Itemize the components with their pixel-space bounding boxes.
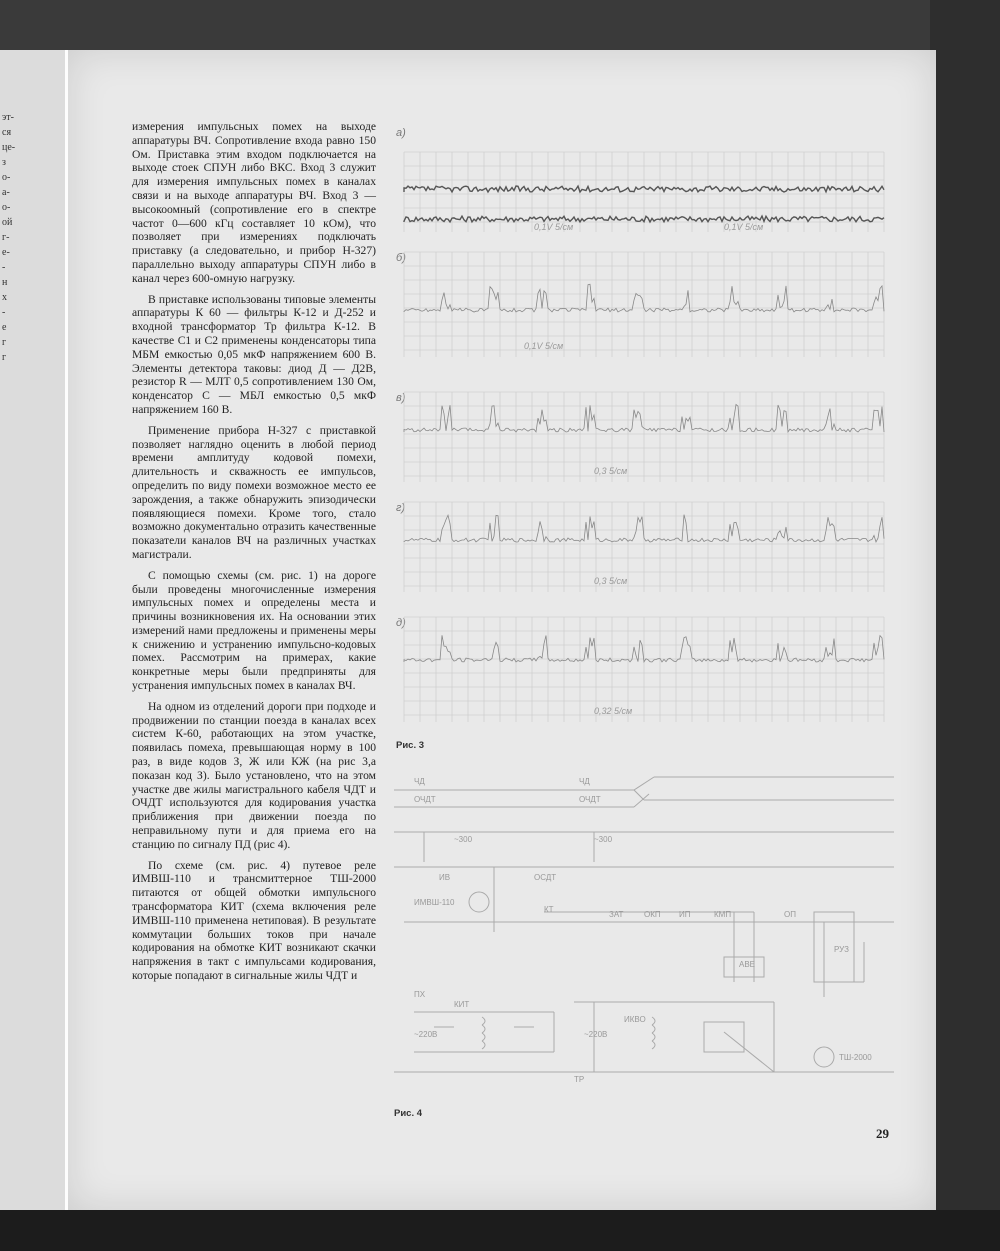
panel-label: б) <box>396 252 406 264</box>
oscillogram-panel <box>396 392 884 482</box>
schematic-label: ЧД <box>414 777 425 786</box>
transformer-coil <box>652 1017 655 1025</box>
scan-right-border <box>930 0 1000 1251</box>
margin-fragment: г <box>2 337 7 348</box>
panel-label: д) <box>396 617 406 629</box>
margin-fragment: е- <box>2 247 10 258</box>
schematic-label: ~300 <box>454 835 473 844</box>
scan-bottom-border <box>0 1210 1000 1251</box>
transformer-coil <box>482 1017 485 1025</box>
schematic-label: КТ <box>544 905 554 914</box>
scale-label: 0,3 5/см <box>594 576 628 586</box>
panel-label: в) <box>396 392 406 404</box>
paragraph: Применение прибора Н-327 с приставкой позволяет наглядно оценить в любой период времени амплитуду кодовой помехи, длительность и скважность ее импульсов, определить по виду помехи возможное место ее зарождения, а также обнаружить эпизодически появляющиеся помехи. Кроме того, стало возможно документально отразить качественные показатели каналов ВЧ на различных участках магистрали. <box>132 423 376 561</box>
schematic-label: ОЧДТ <box>414 795 436 804</box>
paragraph: По схеме (см. рис. 4) путевое реле ИМВШ-110 и трансмиттерное ТШ-2000 питаются от общей обмотки импульсного трансформатора КИТ (схема включения реле ИМВШ-110 применена нетиповая). В результате коммутации больших токов при начале кодирования на обмотке КИТ возникают скачки напряжения в такт с импульсами кодирования, которые попадают в сигнальные жилы ЧДТ и <box>132 858 376 983</box>
schematic-label: ЗАТ <box>609 910 624 919</box>
schematic-label: ТШ-2000 <box>839 1053 872 1062</box>
schematic-label: КИТ <box>454 1000 470 1009</box>
schematic-label: ИКВО <box>624 1015 646 1024</box>
transformer-coil <box>652 1041 655 1049</box>
relay-symbol <box>469 892 489 912</box>
scale-label: 0,1V 5/см <box>524 341 564 351</box>
margin-fragment: ся <box>2 127 12 138</box>
margin-fragment: о- <box>2 202 11 213</box>
figure-3-caption: Рис. 3 <box>396 740 425 751</box>
schematic-label: ИП <box>679 910 691 919</box>
scale-label: 0,1V 5/см <box>534 222 574 232</box>
oscillogram-panel <box>396 252 884 357</box>
transformer-coil <box>482 1033 485 1041</box>
schematic-label: ОКП <box>644 910 661 919</box>
transmitter-symbol <box>814 1047 834 1067</box>
schematic-wire <box>634 790 644 800</box>
component-box <box>704 1022 744 1052</box>
transformer-coil <box>652 1033 655 1041</box>
figure-4-schematic <box>394 772 894 1102</box>
margin-fragment: - <box>2 307 6 318</box>
margin-fragment: а- <box>2 187 10 198</box>
paragraph: С помощью схемы (см. рис. 1) на дороге были проведены многочисленные измерения импульсных помех и определены места и причины возникновения их. На основании этих измерений нами предложены и применены меры к снижению и устранению импульсно-кодовых помех. Рассмотрим на примерах, какие конкретные меры были предприняты для устранения импульсных помех в каналах ВЧ. <box>132 568 376 693</box>
schematic-label: ОСДТ <box>534 873 557 882</box>
schematic-label: ЧД <box>579 777 590 786</box>
schematic-label: ПХ <box>414 990 426 999</box>
previous-page-margin <box>2 110 24 365</box>
margin-fragment: г- <box>2 232 10 243</box>
schematic-label: ИВ <box>439 873 451 882</box>
margin-fragment: х <box>2 292 7 303</box>
schematic-label: ~220В <box>414 1030 438 1039</box>
scan-top-border <box>0 0 1000 50</box>
paragraph: измерения импульсных помех на выходе аппаратуры ВЧ. Сопротивление входа равно 150 Ом. Приставка этим входом подключается на выходе стоек СПУН либо ВКС. Вход 3 служит для измерения импульсных помех в каналах связи и на выходе аппаратуры ВЧ. Вход 3 — высокоомный (сопротивление его в спектре частот 0—600 кГц составляет 10 кОм), что позволяет при измерениях подключать приставку (а следовательно, и прибор Н-327) параллельно выходу аппаратуры СПУН либо в канал через 600-омную нагрузку. <box>132 120 376 285</box>
scale-label: 0,1V 5/см <box>724 222 764 232</box>
scale-label: 0,3 5/см <box>594 466 628 476</box>
schematic-wire <box>634 777 654 790</box>
transformer-coil <box>482 1025 485 1033</box>
panel-label: а) <box>396 127 406 139</box>
schematic-label: ОП <box>784 910 796 919</box>
schematic-label: ИМВШ-110 <box>414 898 455 907</box>
oscillogram-panel <box>396 127 884 232</box>
figure-3-oscillograms <box>394 122 894 732</box>
margin-fragment: н <box>2 277 8 288</box>
figure-4-caption: Рис. 4 <box>394 1108 423 1119</box>
transformer-coil <box>652 1025 655 1033</box>
schematic-label: ОЧДТ <box>579 795 601 804</box>
oscillogram-panel <box>396 502 884 592</box>
paragraph: На одном из отделений дороги при подходе и продвижении по станции поезда в каналах всех систем К-60, работающих на этом участке, появилась помеха, превышающая норму в 100 раз, в виде кодов З, Ж или КЖ (на рис 3,а показан код З). Было установлено, что на этом участке две жилы магистрального кабеля ЧДТ и ОЧДТ используются для кодирования участка приближения при движении поезда по неправильному пути и для приема его на станцию по сигналу ПД (рис 4). <box>132 699 376 851</box>
scale-label: 0,32 5/см <box>594 706 633 716</box>
margin-fragment: це- <box>2 142 16 153</box>
margin-fragment: о- <box>2 172 11 183</box>
schematic-label: ~300 <box>594 835 613 844</box>
margin-fragment: з <box>2 157 6 168</box>
schematic-label: АВЕ <box>739 960 756 969</box>
schematic-label: ~220В <box>584 1030 608 1039</box>
margin-fragment: ой <box>2 217 13 228</box>
text-column <box>132 120 376 990</box>
margin-fragment: е <box>2 322 7 333</box>
page-number: 29 <box>876 1126 889 1141</box>
transformer-coil <box>482 1041 485 1049</box>
margin-fragment: г <box>2 352 7 363</box>
schematic-label: КМП <box>714 910 732 919</box>
margin-fragment: - <box>2 262 6 273</box>
paragraph: В приставке использованы типовые элементы аппаратуры К 60 — фильтры К-12 и Д-252 и входной трансформатор Тр фильтра К-12. В качестве С1 и С2 применены конденсаторы типа МБМ емкостью 0,05 мкФ напряжением 600 В. Элементы детектора таковы: диод Д — Д2В, резистор R — МЛТ 0,5 сопротивлением 130 Ом, конденсатор С — МБЛ емкостью 0,5 мкФ напряжением 160 В. <box>132 292 376 416</box>
schematic-label: РУЗ <box>834 945 849 954</box>
schematic-label: ТР <box>574 1075 585 1084</box>
panel-label: г) <box>396 502 406 514</box>
margin-fragment: эт- <box>2 112 14 123</box>
oscillogram-panel <box>396 617 884 722</box>
